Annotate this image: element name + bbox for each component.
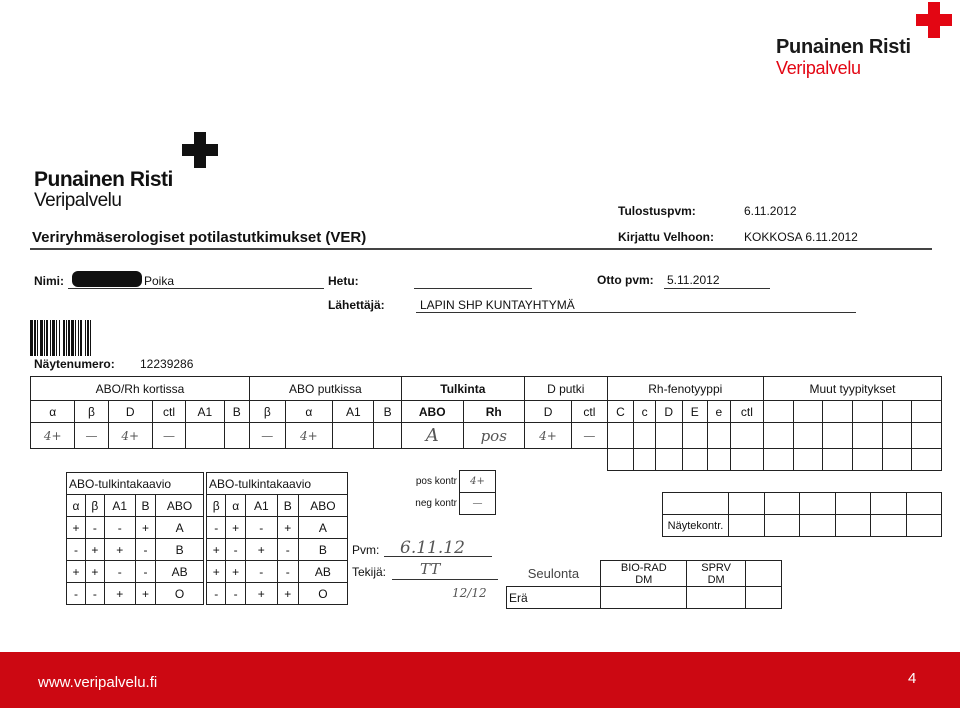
col-header: α (31, 401, 75, 423)
handwritten-mark: 4+ (524, 423, 571, 449)
era-handwritten: 12/12 (452, 586, 487, 600)
key-cell: AB (156, 561, 204, 583)
bio-rad-dm: DM (635, 573, 653, 586)
col-header: β (249, 401, 285, 423)
col-header: β (75, 401, 108, 423)
doc-logo-sub: Veripalvelu (34, 190, 122, 211)
key-cell: A1 (104, 495, 135, 517)
redacted-name-block (72, 271, 142, 287)
page-number: 4 (908, 670, 917, 687)
col-header: C (607, 401, 634, 423)
key-cell: + (226, 517, 245, 539)
handwritten-abo: A (401, 423, 463, 449)
key-cell: - (245, 561, 277, 583)
pvm-line (384, 556, 492, 557)
key-cell: A (298, 517, 347, 539)
col-header: ctl (730, 401, 763, 423)
naytekontr-label: Näytekontr. (663, 515, 729, 537)
handwritten-mark: 4+ (285, 423, 333, 449)
pvm-label: Pvm: (352, 543, 380, 557)
col-header: D (108, 401, 152, 423)
sample-barcode (30, 320, 186, 356)
handwritten-mark: — (152, 423, 185, 449)
col-header: ctl (152, 401, 185, 423)
col-header: ABO (401, 401, 463, 423)
handwritten-mark: 4+ (31, 423, 75, 449)
naytenumero-value: 12239286 (140, 357, 194, 371)
group-tulkinta: Tulkinta (401, 377, 524, 401)
footer-url[interactable]: www.veripalvelu.fi (38, 674, 158, 691)
key-cell: O (156, 583, 204, 605)
key-cell: + (67, 561, 86, 583)
key-cell: + (104, 539, 135, 561)
key-cell: - (277, 561, 298, 583)
key-cell: ABO (156, 495, 204, 517)
key-cell: - (67, 539, 86, 561)
col-header: D (524, 401, 571, 423)
tulostus-value: 6.11.2012 (744, 204, 797, 218)
nimi-value: Poika (144, 274, 175, 288)
key-cell: - (226, 583, 245, 605)
kirjattu-label: Kirjattu Velhoon: (618, 230, 714, 244)
lahettaja-line (416, 312, 856, 313)
hetu-line (414, 288, 532, 289)
key-cell: + (135, 583, 155, 605)
title-divider (30, 248, 932, 250)
group-abo-putkissa: ABO putkissa (249, 377, 401, 401)
col-header: E (682, 401, 707, 423)
col-header: A1 (333, 401, 374, 423)
brand-sub: Veripalvelu (776, 58, 861, 78)
handwritten-mark: — (75, 423, 108, 449)
key-cell: β (85, 495, 104, 517)
key-cell: + (226, 561, 245, 583)
col-header: c (634, 401, 655, 423)
key-cell: + (135, 517, 155, 539)
abo-key-left (66, 472, 204, 605)
bio-rad-label: BIO-RAD (620, 561, 667, 574)
key-cell: α (67, 495, 86, 517)
doc-logo-name: Punainen Risti (34, 168, 173, 191)
key-cell: + (85, 561, 104, 583)
col-header: Rh (463, 401, 524, 423)
key-cell: + (245, 583, 277, 605)
lahettaja-value: LAPIN SHP KUNTAYHTYMÄ (420, 298, 575, 312)
brand-name: Punainen Risti (776, 36, 911, 58)
col-header: B (224, 401, 249, 423)
key-cell: - (245, 517, 277, 539)
key-cell: A1 (245, 495, 277, 517)
tekija-handwritten: TT (420, 560, 441, 578)
handwritten-mark: — (249, 423, 285, 449)
col-header: α (285, 401, 333, 423)
key-cell: - (277, 539, 298, 561)
lahettaja-label: Lähettäjä: (328, 298, 385, 312)
tulostus-label: Tulostuspvm: (618, 204, 696, 218)
key-cell: AB (298, 561, 347, 583)
tekija-label: Tekijä: (352, 565, 387, 579)
key-cell: + (245, 539, 277, 561)
nimi-line (68, 288, 324, 289)
key-cell: B (298, 539, 347, 561)
key-cell: - (67, 583, 86, 605)
key-right-title: ABO-tulkintakaavio (207, 473, 348, 495)
key-cell: - (85, 583, 104, 605)
handwritten-mark: — (572, 423, 607, 449)
group-d-putki: D putki (524, 377, 607, 401)
bio-rad-cell (601, 561, 687, 587)
key-cell: - (104, 561, 135, 583)
key-cell: B (135, 495, 155, 517)
handwritten-mark: 4+ (108, 423, 152, 449)
otto-label: Otto pvm: (597, 273, 654, 287)
sprv-dm: DM (707, 573, 725, 586)
col-header: e (707, 401, 730, 423)
key-cell: + (277, 517, 298, 539)
controls-grid (350, 470, 496, 515)
abo-key-right (206, 472, 348, 605)
otto-value: 5.11.2012 (667, 273, 720, 287)
key-cell: - (85, 517, 104, 539)
hetu-label: Hetu: (328, 274, 359, 288)
nimi-label: Nimi: (34, 274, 64, 288)
key-left-title: ABO-tulkintakaavio (67, 473, 204, 495)
sprv-cell (687, 561, 746, 587)
key-cell: - (135, 539, 155, 561)
key-cell: O (298, 583, 347, 605)
key-cell: - (135, 561, 155, 583)
doc-title: Veriryhmäserologiset potilastutkimukset (VER) (32, 229, 367, 246)
naytekontr-grid (662, 492, 942, 537)
key-cell: ABO (298, 495, 347, 517)
key-cell: A (156, 517, 204, 539)
pvm-handwritten: 6.11.12 (400, 538, 465, 558)
sprv-label: SPRV (701, 561, 731, 574)
neg-kontr-label: neg kontr (415, 498, 457, 509)
key-cell: - (226, 539, 245, 561)
black-cross-logo-icon (182, 132, 218, 168)
key-cell: - (207, 517, 226, 539)
group-abo-rh-kortissa: ABO/Rh kortissa (31, 377, 250, 401)
col-header: A1 (186, 401, 224, 423)
handwritten-rh: pos (463, 423, 524, 449)
kirjattu-value: KOKKOSA 6.11.2012 (744, 230, 858, 244)
naytenumero-label: Näytenumero: (34, 357, 115, 371)
results-grid (30, 376, 942, 471)
key-cell: + (207, 561, 226, 583)
screening-grid (506, 560, 782, 609)
pos-kontr-mark: 4+ (460, 471, 496, 493)
era-label: Erä (507, 587, 601, 609)
col-header: ctl (572, 401, 607, 423)
key-cell: - (207, 583, 226, 605)
key-cell: + (104, 583, 135, 605)
tekija-line (392, 579, 498, 580)
key-cell: + (85, 539, 104, 561)
group-muut: Muut tyypitykset (763, 377, 941, 401)
key-cell: B (277, 495, 298, 517)
pos-kontr-label: pos kontr (415, 476, 457, 487)
key-cell: α (226, 495, 245, 517)
key-cell: + (277, 583, 298, 605)
seulonta-label: Seulonta (527, 565, 580, 581)
key-cell: β (207, 495, 226, 517)
key-cell: + (207, 539, 226, 561)
key-cell: B (156, 539, 204, 561)
key-cell: - (104, 517, 135, 539)
col-header: B (374, 401, 401, 423)
group-rh-fenotyyppi: Rh-fenotyyppi (607, 377, 763, 401)
key-cell: + (67, 517, 86, 539)
neg-kontr-mark: — (460, 493, 496, 515)
otto-line (664, 288, 770, 289)
col-header: D (655, 401, 682, 423)
